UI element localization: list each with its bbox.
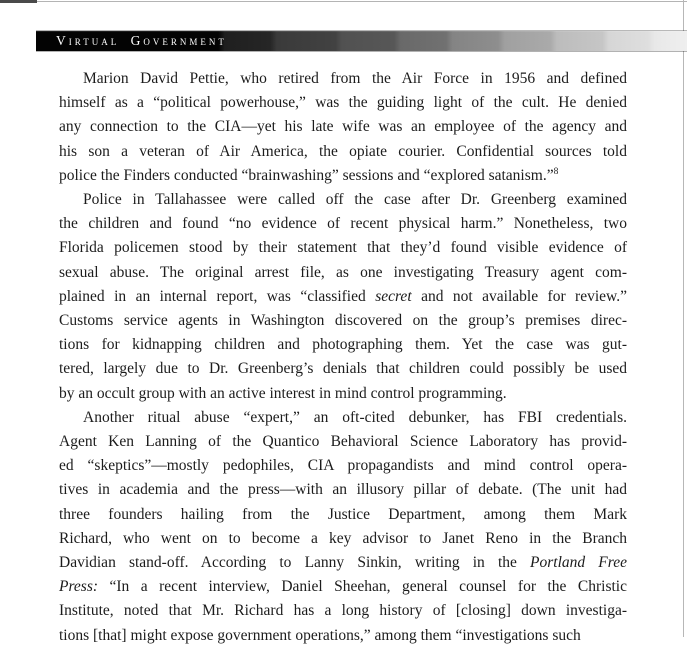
- page-corner-mark: [0, 0, 37, 3]
- text-line: [59, 67, 627, 91]
- text-segment: Police in Tallahassee were called off the case after Dr. Greenberg examined: [83, 191, 627, 209]
- text-segment: and not available for review.”: [411, 287, 627, 305]
- text-line: [59, 357, 627, 381]
- text-segment: Institute, noted that Mr. Richard has a long history of [closing] down investiga-: [59, 602, 627, 620]
- text-segment: his son a veteran of Air America, the opiate courier. Confidential sources told: [59, 142, 627, 160]
- text-segment: tions for kidnapping children and photographing them. Yet the case was gut-: [59, 336, 627, 354]
- text-line: [59, 212, 627, 236]
- text-line: [59, 430, 627, 454]
- text-segment: three founders hailing from the Justice Department, among them Mark: [59, 505, 627, 523]
- paragraph: [59, 67, 627, 188]
- text-segment: Marion David Pettie, who retired from the Air Force in 1956 and defined: [83, 70, 627, 87]
- text-line: [59, 406, 627, 430]
- paragraph: [59, 188, 627, 406]
- text-segment: police the Finders conducted “brainwashing” sessions and “explored satanism.”: [59, 166, 554, 184]
- text-segment: tives in academia and the press—with an illusory pillar of debate. (The unit had: [59, 481, 627, 499]
- text-line: [59, 164, 627, 188]
- text-line: [59, 624, 627, 648]
- text-line: [59, 599, 627, 623]
- text-segment: Agent Ken Lanning of the Quantico Behavioral Science Laboratory has provid-: [59, 433, 627, 451]
- text-segment: sexual abuse. The original arrest file, as one investigating Treasury agent com-: [59, 263, 627, 281]
- text-segment: by an occult group with an active interest in mind control programming.: [59, 384, 507, 402]
- text-segment: tered, largely due to Dr. Greenberg’s denials that children could possibly be used: [59, 360, 627, 378]
- text-line: [59, 140, 627, 164]
- text-line: [59, 309, 627, 333]
- text-line: [59, 382, 627, 406]
- text-segment: Richard, who went on to become a key advisor to Janet Reno in the Branch: [59, 529, 627, 547]
- text-line: [59, 261, 627, 285]
- text-line: [59, 333, 627, 357]
- text-segment: Customs service agents in Washington discovered on the group’s premises direc-: [59, 312, 627, 330]
- text-segment: Florida policemen stood by their statement that they’d found visible evidence of: [59, 239, 627, 257]
- page-right-edge-line: [683, 0, 684, 637]
- text-line: [59, 236, 627, 260]
- text-segment: himself as a “political powerhouse,” was the guiding light of the cult. He denied: [59, 94, 627, 112]
- text-line: [59, 527, 627, 551]
- text-segment: secret: [375, 287, 412, 305]
- chapter-header-bar: [36, 31, 687, 51]
- text-segment: Press:: [59, 578, 99, 596]
- text-segment: Another ritual abuse “expert,” an oft-cited debunker, has FBI credentials.: [83, 408, 627, 426]
- text-segment: “In a recent interview, Daniel Sheehan, general counsel for the Christic: [98, 578, 627, 596]
- footnote-ref: 8: [553, 166, 559, 177]
- text-segment: Portland Free: [530, 554, 627, 572]
- text-segment: any connection to the CIA—yet his late wife was an employee of the agency and: [59, 118, 627, 136]
- text-segment: ed “skeptics”—mostly pedophiles, CIA propagandists and mind control opera-: [59, 457, 627, 475]
- text-line: [59, 551, 627, 575]
- text-segment: Davidian stand-off. According to Lanny Sinkin, writing in the: [59, 554, 531, 572]
- text-line: [59, 115, 627, 139]
- paragraph: [59, 406, 627, 648]
- text-line: [59, 503, 627, 527]
- text-line: [59, 575, 627, 599]
- text-line: [59, 478, 627, 502]
- text-segment: the children and found “no evidence of recent physical harm.” Nonetheless, two: [59, 215, 627, 233]
- text-line: [59, 188, 627, 212]
- text-segment: tions [that] might expose government operations,” among them “investigations such: [59, 626, 581, 644]
- text-segment: plained in an internal report, was “classified: [59, 287, 376, 305]
- body-text: [59, 67, 627, 648]
- text-line: [59, 285, 627, 309]
- page-top-edge-line: [0, 1, 687, 2]
- text-line: [59, 454, 627, 478]
- text-line: [59, 91, 627, 115]
- chapter-title: Virtual Government: [56, 33, 227, 48]
